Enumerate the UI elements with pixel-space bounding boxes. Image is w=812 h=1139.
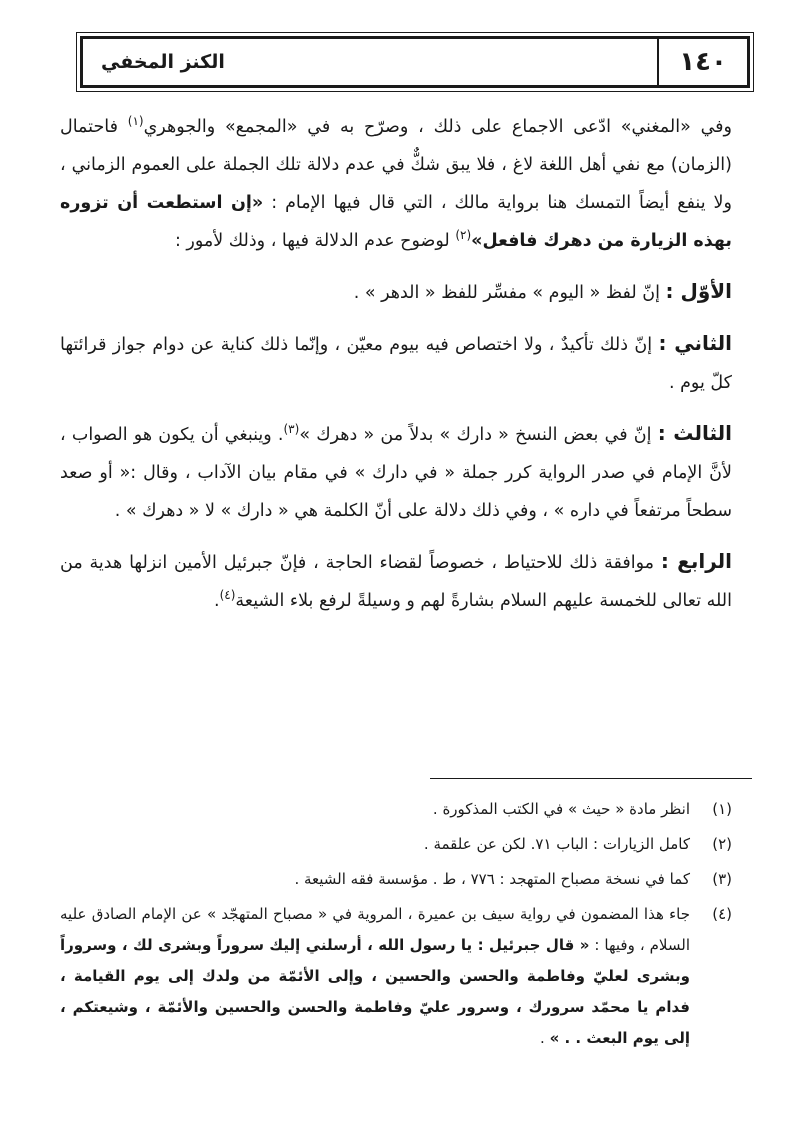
footnote-ref-1[interactable]: (١) — [127, 114, 144, 129]
point-third-label: الثالث : — [657, 421, 733, 445]
footnote-number: (٤) — [712, 905, 732, 923]
footnote-text: كامل الزيارات : الباب ٧١. لكن عن علقمة . — [423, 835, 690, 853]
book-title: الكنز المخفي — [101, 51, 225, 73]
footnote-4 — [60, 899, 732, 1054]
point-fourth — [60, 542, 732, 620]
footnote-ref-4[interactable]: (٤) — [219, 588, 236, 603]
footnote-3 — [60, 864, 732, 895]
footnote-1 — [60, 794, 732, 825]
footnotes — [60, 794, 732, 1058]
footnote-4-text-a: جاء هذا المضمون في رواية سيف بن عميرة ، المروية في « مصباح المتهجّد » عن الإمام الصادق عليه السلام ، وفيها : — [60, 905, 690, 954]
header-divider — [657, 39, 659, 85]
page-number: ١٤٠ — [679, 47, 727, 77]
point-third-text-b: . وينبغي أن يكون هو الصواب ، لأنَّ الإمام في صدر الرواية كرر جملة « في دارك » في مقام بيان الآداب ، وقال :« أو صعد سطحاً مرتفعاً في داره » ، وفي ذلك دلالة على أنّ الكلمة هي « دارك » لا « دهرك » . — [60, 425, 732, 521]
imam-quote: «إن استطعت أن تزوره بهذه الزيارة من دهرك فافعل» — [60, 193, 732, 251]
footnote-number: (١) — [712, 800, 732, 818]
point-second-text: إنّ ذلك تأكيدٌ ، ولا اختصاص فيه بيوم معيّن ، وإنّما ذلك كناية عن دوام جواز قرائتها كلّ يوم . — [60, 335, 732, 393]
point-fourth-text-a: موافقة ذلك للاحتياط ، خصوصاً لقضاء الحاجة ، فإنّ جبرئيل الأمين انزلها هدية من الله تعالى للخمسة عليهم السلام بشارةً لهم و وسيلةً لرفع بلاء الشيعة — [60, 553, 732, 611]
footnote-text — [60, 899, 690, 1054]
intro-text-1: وفي «المغني» ادّعى الاجماع على ذلك ، وصرّح به في «المجمع» والجوهري — [143, 117, 732, 137]
point-fourth-text-b: . — [214, 591, 220, 611]
footnote-ref-2[interactable]: (٢) — [455, 228, 472, 243]
intro-text-3: لوضوح عدم الدلالة فيها ، وذلك لأمور : — [174, 231, 456, 251]
footnote-ref-3[interactable]: (٣) — [283, 422, 300, 437]
point-second — [60, 324, 732, 402]
paragraph-intro — [60, 108, 732, 260]
footnote-number: (٢) — [712, 835, 732, 853]
running-header — [80, 36, 750, 88]
point-first-label: الأوّل : — [665, 279, 732, 303]
footnote-text: كما في نسخة مصباح المتهجد : ٧٧٦ ، ط . مؤسسة فقه الشيعة . — [294, 870, 690, 888]
point-third — [60, 414, 732, 530]
point-first-text: إنّ لفظ « اليوم » مفسِّر للفظ « الدهر » . — [353, 283, 666, 303]
footnote-number: (٣) — [712, 870, 732, 888]
main-text — [60, 108, 732, 632]
intro-text-2: فاحتمال (الزمان) مع نفي أهل اللغة لاغ ، فلا يبق شكٌّ في عدم دلالة تلك الجملة على العموم الزماني ، ولا ينفع أيضاً التمسك هنا برواية مالك ، التي قال فيها الإمام : — [60, 117, 732, 213]
point-third-text-a: إنّ في بعض النسخ « دارك » بدلاً من « دهرك » — [299, 425, 658, 445]
footnote-text: انظر مادة « حيث » في الكتب المذكورة . — [432, 800, 690, 818]
point-fourth-label: الرابع : — [660, 549, 732, 573]
footnote-separator — [430, 778, 752, 779]
point-first — [60, 272, 732, 312]
footnote-4-quote: « قال جبرئيل : يا رسول الله ، أرسلني إليك سروراً وبشرى لك ، وسروراً وبشرى لعليّ وفاطمة والحسن والحسين ، وإلى الأئمّة من ولدك إلى يوم القيامة ، فدام يا محمّد سرورك ، وسرور عليّ وفاطمة والحسن والحسين والأئمّة ، وشيعتكم ، إلى يوم البعث . . » — [60, 936, 690, 1047]
point-second-label: الثاني : — [658, 331, 732, 355]
footnote-4-text-c: . — [540, 1029, 550, 1047]
footnote-2 — [60, 829, 732, 860]
